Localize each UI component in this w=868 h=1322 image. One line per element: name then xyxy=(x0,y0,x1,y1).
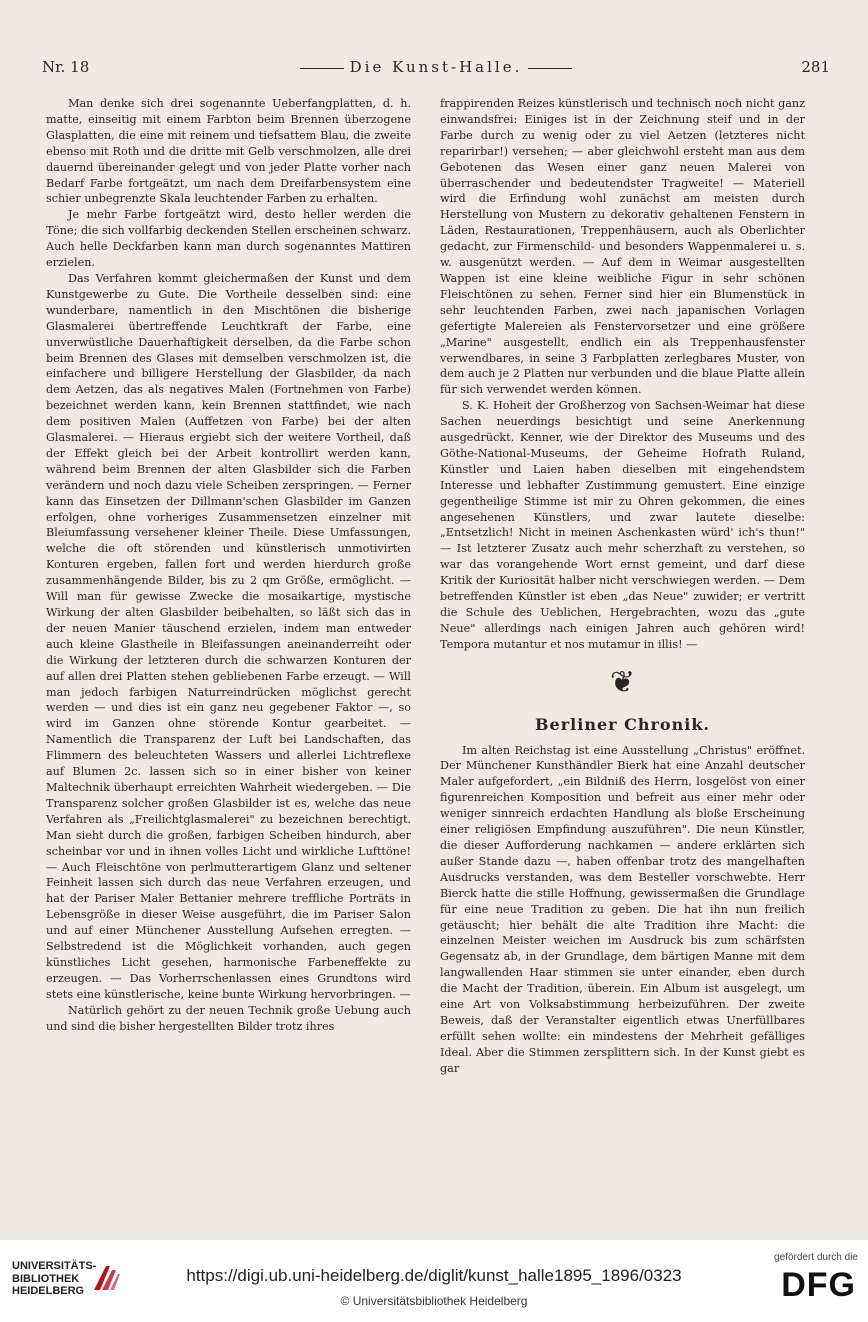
journal-title-line xyxy=(42,58,830,76)
fleuron-ornament-icon: ❦ xyxy=(609,664,636,700)
paragraph: Natürlich gehört zu der neuen Technik große Uebung auch und sind die bisher hergestellten Bilder trotz ihres xyxy=(46,1003,411,1033)
right-column xyxy=(440,96,805,1077)
paragraph: Das Verfahren kommt gleichermaßen der Kunst und dem Kunstgewerbe zu Gute. Die Vortheile desselben sind: eine wunderbare, namentlich in den Mischtönen die bisherige Glasmalerei übertreffende Leuchtkraft der Farbe, eine unverwüstliche Dauerhaftigkeit derselben, da die Farbe schon beim Brennen des Glases mit demselben verschmolzen ist, die einfachere und billigere Herstellung der Glasbilder, da nach dem Aetzen, das als negatives Malen (Fortnehmen von Farbe) bezeichnet werden kann, kein Brennen stattfindet, wie nach dem positiven Malen (Auffetzen von Farbe) bei der alten Glasmalerei. — Hieraus ergiebt sich der weitere Vortheil, daß der Effekt gleich bei der Arbeit kontrollirt werden kann, während beim Brennen der alten Glasbilder sich die Farben verändern und noch dazu viele Scheiben zerspringen. — Ferner kann das Einsetzen der Dillmann'schen Glasbilder im Ganzen erfolgen, ohne vorheriges Zusammensetzen einzelner mit Bleiumfassung versehener kleiner Theile. Diese Umfassungen, welche die oft störenden und künstlerisch unmotivirten Konturen ergeben, fallen fort und werden hierdurch große zusammenhängende Bilder, bis zu 2 qm Größe, ermöglicht. — Will man für gewisse Zwecke die mosaikartige, mystische Wirkung der alten Glasbilder beibehalten, so läßt sich das in der neuen Manier täuschend erzielen, indem man entweder auch kleine Glastheile in Bleifassungen aneinanderreiht oder die Wirkung der letzteren durch die schwarzen Konturen der auf allen drei Platten stehen gebliebenen Farbe erzeugt. — Will man jedoch farbigen Naturreindrücken möglichst gerecht werden — und dies ist ein ganz neu gegebener Faktor —, so wird im Ganzen ohne störende Kontur gearbeitet. — Namentlich die Transparenz der Luft bei Landschaften, das Flimmern des beleuchteten Wassers und allerlei Lichtreflexe auf Blumen 2c. lassen sich so in einer bisher von keiner Maltechnik überhaupt erreichten Wahrheit wiedergeben. — Die Transparenz solcher großen Glasbilder ist es, welche das neue Verfahren als „Freilichtglasmalerei" zu bezeichnen berechtigt. Man sieht durch die großen, farbigen Scheiben hindurch, aber scheinbar vor und in ihnen volles Licht und wirkliche Lufttöne! — Auch Fleischtöne von perlmutterartigem Glanz und seltener Feinheit lassen sich durch das neue Verfahren erzeugen, und hat der Pariser Maler Bettanier mehrere treffliche Porträts in Lebensgröße in dieser Weise ausgeführt, die im Pariser Salon und auf einer Münchener Ausstellung Aufsehen erregten. — Selbstredend ist die Möglichkeit vorhanden, auch gegen künstliches Licht gesehen, harmonische Farbeneffekte zu erzeugen. — Das Vorherrschenlassen eines Grundtons wird stets eine künstlerische, keine bunte Wirkung hervorbringen. — xyxy=(46,271,411,1001)
page-number: 281 xyxy=(801,58,830,76)
paragraph: Man denke sich drei sogenannte Ueberfangplatten, d. h. matte, einseitig mit einem Farbton beim Brennen überzogene Glasplatten, die eine mit reinem und tiefsattem Blau, die zweite ebenso mit Roth und die dritte mit Gelb verschmolzen, alle drei dauernd übereinander gelegt und von jeder Platte vorher nach Bedarf Farbe fortgeätzt, um nach dem Dreifarbensystem eine schier unbegrenzte Skala leuchtender Farben zu erhalten. xyxy=(46,97,411,206)
funding-note: gefördert durch die xyxy=(774,1252,858,1263)
header-rule-right xyxy=(528,68,572,69)
library-footer xyxy=(0,1240,868,1322)
logo-line: HEIDELBERG xyxy=(12,1285,85,1297)
issue-number: Nr. 18 xyxy=(42,58,90,76)
header-rule-left xyxy=(300,68,344,69)
paragraph: Je mehr Farbe fortgeätzt wird, desto heller werden die Töne; die sich vollfarbig deckenden Stellen erscheinen schwarz. Auch helle Deckfarben kann man durch sogenanntes Mattiren erzielen. xyxy=(46,208,411,270)
left-column xyxy=(46,96,411,1034)
permalink-url[interactable]: https://digi.ub.uni-heidelberg.de/diglit/kunst_halle1895_1896/0323 xyxy=(186,1266,682,1285)
dfg-logo: DFG xyxy=(781,1266,856,1304)
copyright-notice: © Universitätsbibliothek Heidelberg xyxy=(340,1294,528,1308)
journal-title: Die Kunst-Halle. xyxy=(349,58,523,76)
section-title: Berliner Chronik. xyxy=(535,714,710,734)
logo-line: UNIVERSITÄTS- xyxy=(12,1260,97,1272)
paragraph: Im alten Reichstag ist eine Ausstellung „Christus" eröffnet. Der Münchener Kunsthändler Bierk hat eine Anzahl deutscher Maler aufgefordert, „ein Bildniß des Herrn, losgelöst von einer figurenreichen Komposition und befreit aus einer mehr oder weniger sinnreich erdachten Handlung als bloße Erscheinung einer religiösen Empfindung auszuführen". Die neun Künstler, die dieser Aufforderung nachkamen — andere erklärten sich außer Stande dazu —, haben offenbar trotz des mangelhaften Ausdrucks verstanden, was dem Besteller vorschwebte. Herr Bierck hatte die stille Hoffnung, gewissermaßen die Grundlage für eine neue Tradition zu geben. Die hat ihn nun freilich getäuscht; hier behält die alte Tradition ihre Macht: die einzelnen Meister weichen im Ausdruck bis zum schärfsten Gegensatz ab, in der Grundlage, dem bärtigen Manne mit dem langwallenden Haar stimmen sie unter einander, eben durch die Macht der Tradition, überein. Ein Album ist ausgelegt, um eine Art von Volksabstimmung herbeizuführen. Der zweite Beweis, daß der Veranstalter eigentlich etwas Unerfüllbares erfüllt sehen wollte: ein mindestens der Mehrheit gefälliges Ideal. Aber die Stimmen zersplittern sich. In der Kunst giebt es gar xyxy=(440,743,805,1075)
paragraph: S. K. Hoheit der Großherzog von Sachsen-Weimar hat diese Sachen neuerdings besichtigt und seine Anerkennung ausgedrückt. Kenner, wie der Direktor des Museums und des Göthe-National-Museums, der Geheime Hofrath Ruland, Künstler und Laien haben dieselben mit eingehendstem Interesse und lebhafter Zustimmung gemustert. Eine einzige gegentheilige Stimme ist mir zu Ohren gekommen, die eines angesehenen Künstlers, und zwar lautete dieselbe: „Entsetzlich! Nicht in meinen Aschenkasten würd' ich's thun!" — Ist letzterer Zusatz auch mehr scherzhaft zu verstehen, so war das vorangehende Wort ernst gemeint, und darf diese Kritik der Kuriosität halber nicht verschwiegen werden. — Dem betreffenden Künstler ist eben „das Neue" zuwider; er vertritt die Schule des Ueblichen, Hergebrachten, wozu das „gute Neue" allerdings nach einigen Jahren auch gehören wird! Tempora mutantur et nos mutamur in illis! — xyxy=(440,399,805,651)
paragraph: frappirenden Reizes künstlerisch und technisch noch nicht ganz einwandsfrei: Einiges ist in der Zeichnung steif und in der Farbe durch zu wenig oder zu viel Aetzen (letzteres nicht reparirbar!) versehen; — aber gleichwohl ersteht man aus dem Gebotenen das Wesen einer ganz neuen Malerei von überraschender und bedeutendster Tragweite! — Materiell wird die Erfindung wohl zunächst am meisten durch Herstellung von Mustern zu dekorativ gehaltenen Fenstern in Läden, Restaurationen, Treppenhäusern, auch als Oberlichter gedacht, zur Firmenschild- und besonders Wappenmalerei u. s. w. ausgenützt werden. — Auf dem in Weimar ausgestellten Wappen ist eine kleine weibliche Figur in sehr schönen Fleischtönen zu sehen. Ferner sind hier ein Blumenstück in sehr leuchtenden Farben, zwei nach japanischen Vorlagen gefertigte Malereien als Fenstervorsetzer und eine größere „Marine" ausgestellt, endlich ein als Treppenhausfenster verwendbares, in seine 3 Farbplatten zerlegbares Muster, von dem auch je 2 Platten nur verbunden und die blaue Platte allein für sich verwendet werden können. xyxy=(440,97,806,397)
running-header xyxy=(42,56,830,80)
logo-line: BIBLIOTHEK xyxy=(12,1272,80,1285)
